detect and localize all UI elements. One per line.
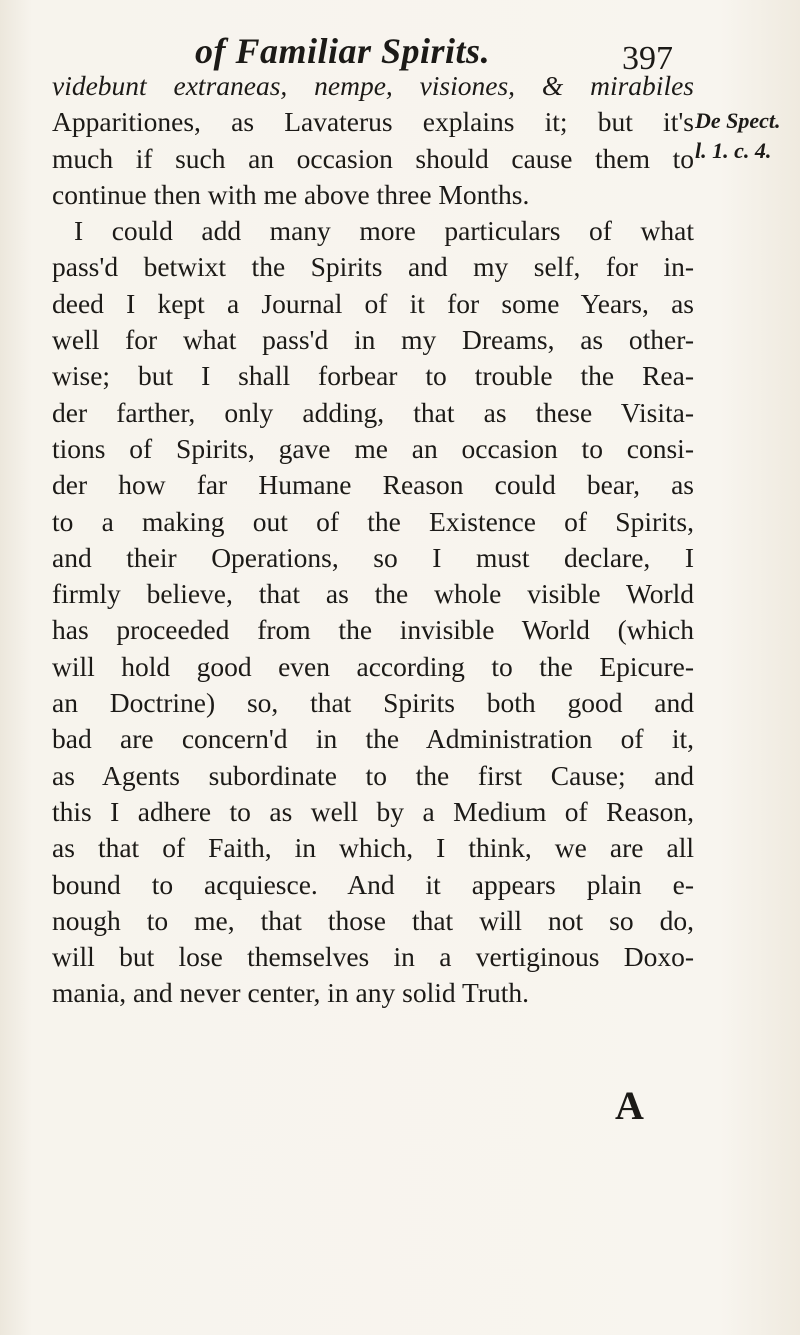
text-line: mania, and never center, in any solid Truth.: [52, 977, 529, 1009]
text-line: videbunt extraneas, nempe, visiones, & mirabiles: [52, 70, 694, 101]
text-line: as that of Faith, in which, I think, we are all: [52, 832, 694, 864]
text-line: wise; but I shall forbear to trouble the Rea-: [52, 360, 694, 392]
text-line: bound to acquiesce. And it appears plain e-: [52, 868, 694, 900]
text-line: and their Operations, so I must declare, I: [52, 541, 694, 573]
text-line: nough to me, that those that will not so do,: [52, 904, 694, 936]
text-line: Apparitiones, as Lavaterus explains it; but it's: [52, 106, 694, 138]
text-line: pass'd betwixt the Spirits and my self, for in-: [52, 251, 694, 283]
page-number: 397: [622, 40, 673, 77]
text-line: I could add many more particulars of what: [74, 215, 694, 247]
body-text: [52, 68, 694, 1012]
text-line: bad are concern'd in the Administration of it,: [52, 723, 694, 755]
running-head: of Familiar Spirits.: [195, 31, 491, 71]
margin-note-line: De Spect.: [695, 108, 781, 133]
margin-note-line: l. 1. c. 4.: [695, 138, 772, 163]
text-line: much if such an occasion should cause them to: [52, 142, 694, 174]
margin-note: [695, 106, 795, 166]
text-line: der how far Humane Reason could bear, as: [52, 469, 694, 501]
text-line: an Doctrine) so, that Spirits both good and: [52, 687, 694, 719]
text-line: will hold good even according to the Epicure-: [52, 650, 694, 682]
text-line: as Agents subordinate to the first Cause; and: [52, 759, 694, 791]
catchword: A: [615, 1083, 644, 1128]
text-line: well for what pass'd in my Dreams, as other-: [52, 324, 694, 356]
text-line: to a making out of the Existence of Spirits,: [52, 505, 694, 537]
text-line: continue then with me above three Months.: [52, 178, 530, 210]
text-line: will but lose themselves in a vertiginous Doxo-: [52, 941, 694, 973]
text-line: der farther, only adding, that as these Visita-: [52, 396, 694, 428]
text-line: tions of Spirits, gave me an occasion to consi-: [52, 432, 694, 464]
text-line: firmly believe, that as the whole visible World: [52, 578, 694, 610]
text-line: this I adhere to as well by a Medium of Reason,: [52, 795, 694, 827]
text-line: deed I kept a Journal of it for some Years, as: [52, 287, 694, 319]
text-line: has proceeded from the invisible World (which: [52, 614, 694, 646]
